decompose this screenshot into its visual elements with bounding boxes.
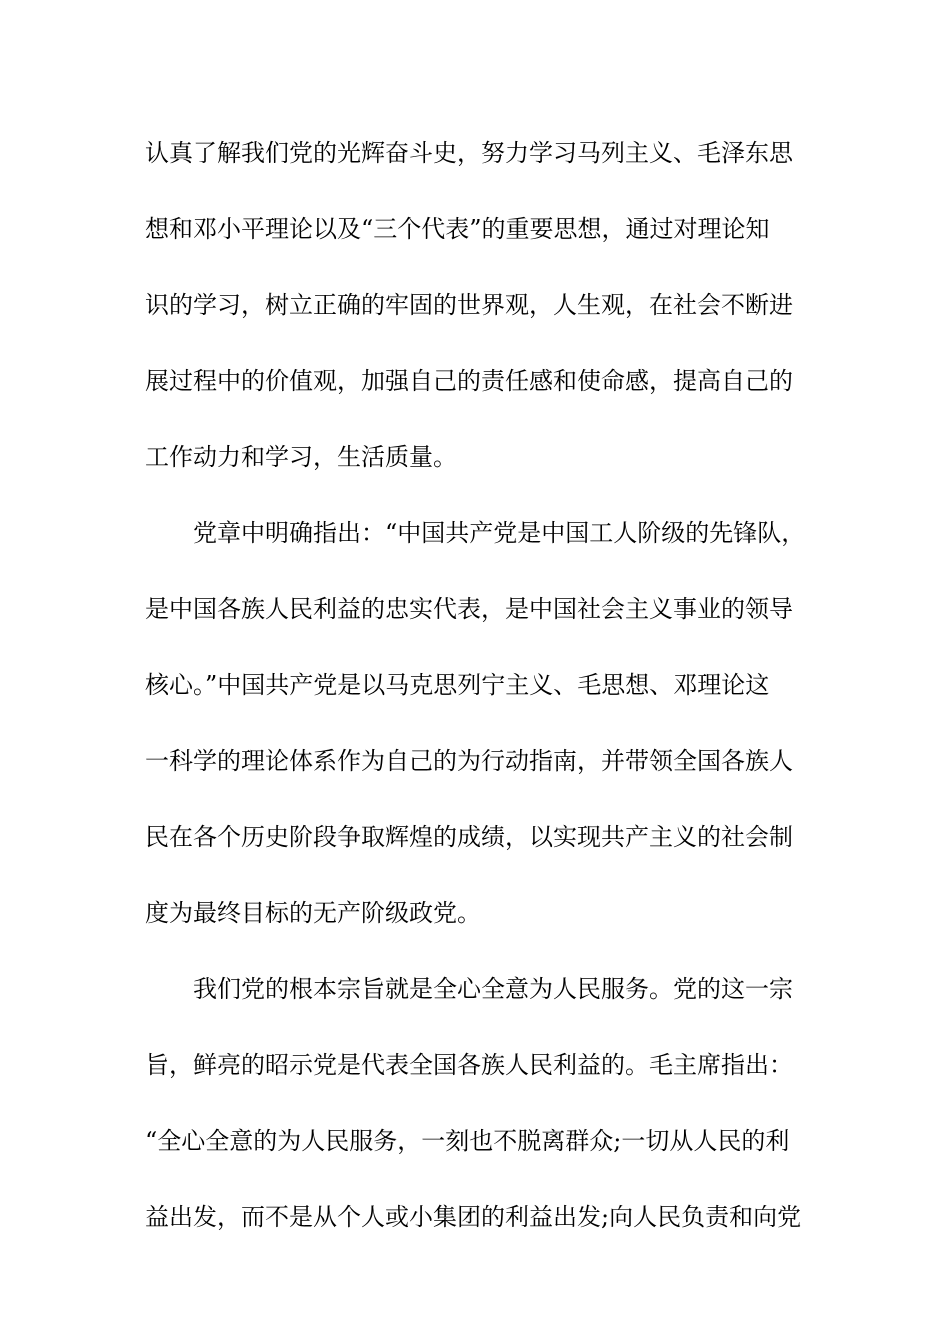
text-line: 想和邓小平理论以及“三个代表”的重要思想，通过对理论知 [145, 215, 770, 243]
text-line: 旨，鲜亮的昭示党是代表全国各族人民利益的。毛主席指出： [145, 1051, 793, 1079]
text-line: 展过程中的价值观，加强自己的责任感和使命感，提高自己的 [145, 367, 793, 395]
paragraph-start-line: 我们党的根本宗旨就是全心全意为人民服务。党的这一宗 [193, 975, 793, 1003]
text-line: 核心。”中国共产党是以马克思列宁主义、毛思想、邓理论这 [145, 671, 770, 699]
body-text [145, 128, 845, 1268]
text-line: 一科学的理论体系作为自己的为行动指南，并带领全国各族人 [145, 747, 793, 775]
text-line: 工作动力和学习，生活质量。 [145, 443, 457, 471]
text-line: 民在各个历史阶段争取辉煌的成绩，以实现共产主义的社会制 [145, 823, 793, 851]
text-line: 度为最终目标的无产阶级政党。 [145, 899, 481, 927]
text-line: 是中国各族人民利益的忠实代表，是中国社会主义事业的领导 [145, 595, 793, 623]
text-line: 认真了解我们党的光辉奋斗史，努力学习马列主义、毛泽东思 [145, 139, 793, 167]
text-line: 益出发，而不是从个人或小集团的利益出发;向人民负责和向党 [145, 1203, 802, 1231]
text-line: 识的学习，树立正确的牢固的世界观，人生观，在社会不断进 [145, 291, 793, 319]
text-line: “全心全意的为人民服务，一刻也不脱离群众;一切从人民的利 [145, 1127, 790, 1155]
paragraph-start-line: 党章中明确指出：“中国共产党是中国工人阶级的先锋队， [193, 519, 806, 547]
